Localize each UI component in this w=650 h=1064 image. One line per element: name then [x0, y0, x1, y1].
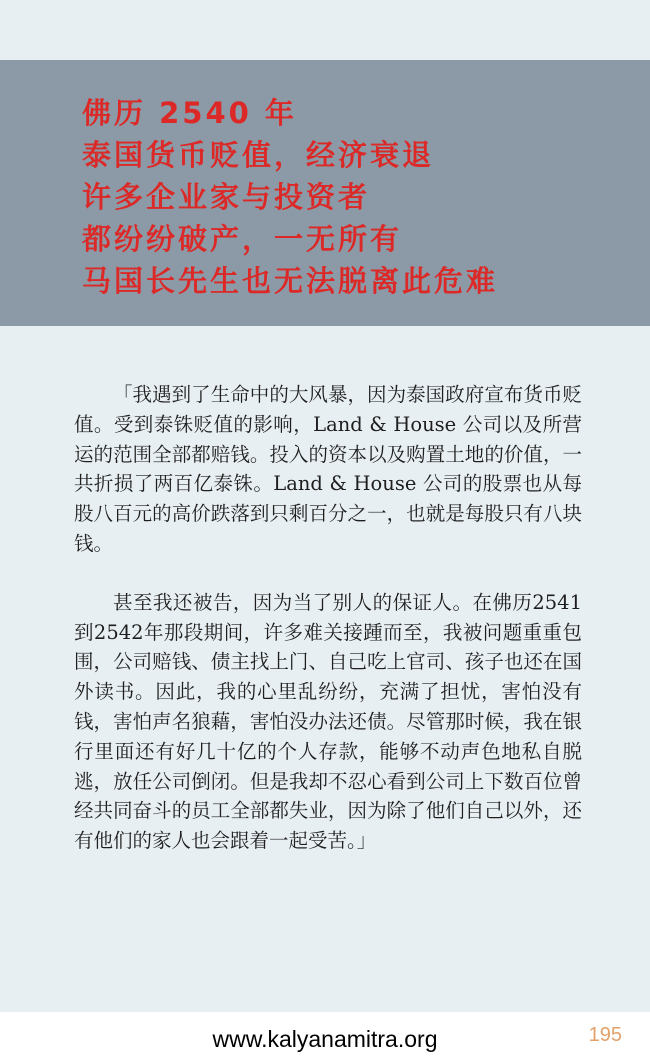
body-text: [74, 380, 582, 856]
banner-line: 都纷纷破产，一无所有: [82, 222, 403, 256]
banner-line: 泰国货币贬值，经济衰退: [82, 138, 435, 172]
banner-line: 佛历 2540 年: [82, 96, 297, 130]
footer-url[interactable]: www.kalyanamitra.org: [212, 1026, 438, 1052]
page-number: 195: [588, 1024, 622, 1046]
paragraph: 「我遇到了生命中的大风暴，因为泰国政府宣布货币贬值。受到泰铢贬值的影响，Land & House 公司以及所营运的范围全部都赔钱。投入的资本以及购置土地的价值，一共折损了两百亿泰铢。Land & House 公司的股票也从每股八百元的高价跌落到只剩百分之一，也就是每股只有八块钱。: [74, 383, 582, 555]
paragraph: 甚至我还被告，因为当了别人的保证人。在佛历2541到2542年那段期间，许多难关接踵而至，我被问题重重包围，公司赔钱、债主找上门、自己吃上官司、孩子也还在国外读书。因此，我的心里乱纷纷，充满了担忧，害怕没有钱，害怕声名狼藉，害怕没办法还债。尽管那时候，我在银行里面还有好几十亿的个人存款，能够不动声色地私自脱逃，放任公司倒闭。但是我却不忍心看到公司上下数百位曾经共同奋斗的员工全部都失业，因为除了他们自己以外，还有他们的家人也会跟着一起受苦。」: [74, 590, 582, 853]
banner-text: [82, 92, 498, 302]
banner-line: 马国长先生也无法脱离此危难: [82, 264, 499, 298]
banner-line: 许多企业家与投资者: [82, 180, 371, 214]
